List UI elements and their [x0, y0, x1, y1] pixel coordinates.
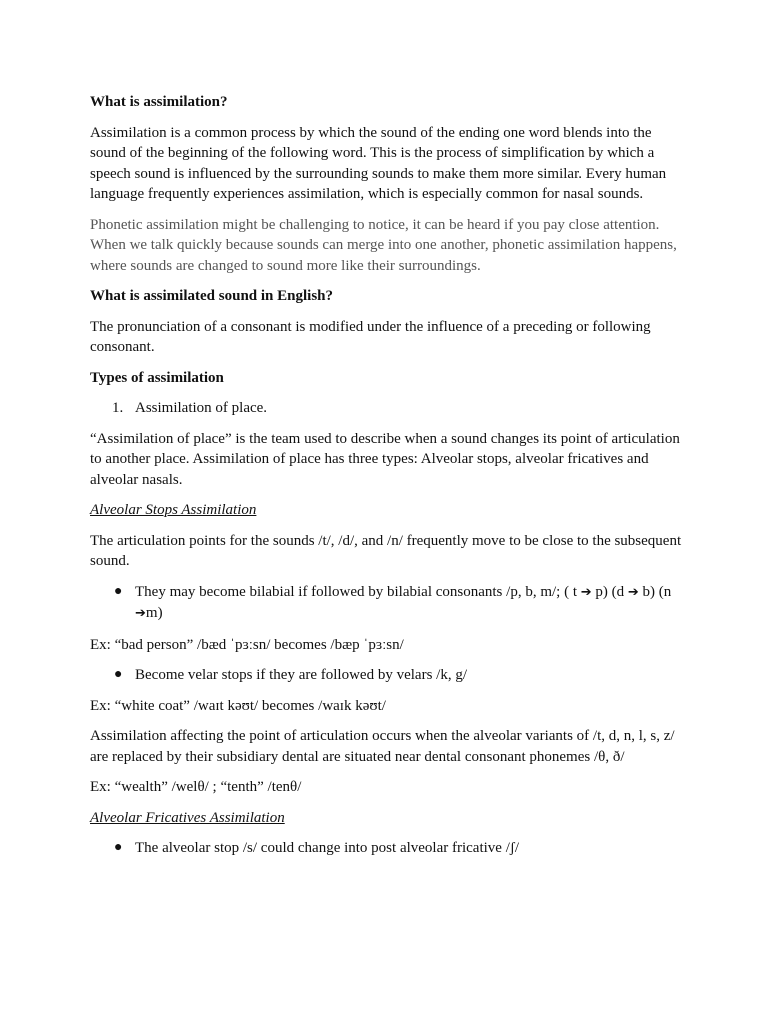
list-item [90, 398, 690, 419]
paragraph-pronunciation: The pronunciation of a consonant is modified under the influence of a preceding or following consonant. [90, 318, 651, 355]
list-number: 1. [112, 400, 124, 416]
bullet-icon: ● [114, 840, 123, 855]
heading-assimilated-sound: What is assimilated sound in English? [90, 288, 333, 304]
bullet-text-part: p) (d [591, 583, 628, 600]
paragraph-articulation-points: The articulation points for the sounds /t/, /d/, and /n/ frequently move to be close to the subsequent sound. [90, 532, 682, 569]
list-item [90, 665, 690, 686]
paragraph-assimilation-of-place: “Assimilation of place” is the team used to describe when a sound changes its point of articulation to another place. Assimilation of place has three types: Alveolar stops, alveolar fricatives and alveolar nasals. [90, 430, 680, 488]
heading-types-of-assimilation: Types of assimilation [90, 369, 224, 386]
bullet-list-3 [90, 838, 690, 859]
paragraph-phonetic-assimilation: Phonetic assimilation might be challenging to notice, it can be heard if you pay close attention. When we talk quickly because sounds can merge into one another, phonetic assimilation happens, where sounds are changed to sound more like their surroundings. [90, 216, 677, 274]
bullet-text: Become velar stops if they are followed by velars /k, g/ [135, 667, 467, 683]
bullet-icon: ● [114, 667, 123, 682]
bullet-text: The alveolar stop /s/ could change into post alveolar fricative /ʃ/ [135, 840, 520, 856]
example-white-coat: Ex: “white coat” /waɪt kəʊt/ becomes /waɪk kəʊt/ [90, 697, 386, 714]
list-item [90, 838, 690, 859]
bullet-text-part: m) [145, 605, 163, 621]
numbered-list [90, 398, 690, 419]
list-item [90, 582, 690, 625]
list-item-text: Assimilation of place. [135, 400, 268, 416]
bullet-text-part: b) (n [638, 583, 672, 600]
paragraph-definition: Assimilation is a common process by which the sound of the ending one word blends into the sound of the beginning of the following word. This is the process of simplification by which a speech sound is influenced by the surrounding sounds to make them more similar. Every human language frequently experiences assimilation, which is especially common for nasal sounds. [90, 124, 667, 202]
subheading-alveolar-stops: Alveolar Stops Assimilation [90, 502, 257, 518]
document-body [90, 92, 690, 859]
heading-what-is-assimilation: What is assimilation? [90, 94, 228, 110]
arrow-right-icon: ➔ [580, 584, 592, 600]
example-bad-person: Ex: “bad person” /bæd ˈpɜːsn/ becomes /bæp ˈpɜːsn/ [90, 636, 404, 653]
bullet-icon: ● [114, 583, 123, 599]
example-wealth-tenth: Ex: “wealth” /welθ/ ; “tenth” /tenθ/ [90, 779, 302, 795]
arrow-right-icon: ➔ [135, 606, 146, 621]
bullet-list-2 [90, 665, 690, 686]
bullet-list-1 [90, 582, 690, 625]
subheading-alveolar-fricatives: Alveolar Fricatives Assimilation [90, 809, 285, 826]
bullet-text-part: They may become bilabial if followed by bilabial consonants /p, b, m/; ( t [135, 583, 581, 600]
arrow-right-icon: ➔ [627, 584, 639, 600]
paragraph-point-of-articulation: Assimilation affecting the point of articulation occurs when the alveolar variants of /t, d, n, l, s, z/ are replaced by their subsidiary dental are situated near dental consonant phonemes /θ, ð/ [90, 728, 675, 765]
